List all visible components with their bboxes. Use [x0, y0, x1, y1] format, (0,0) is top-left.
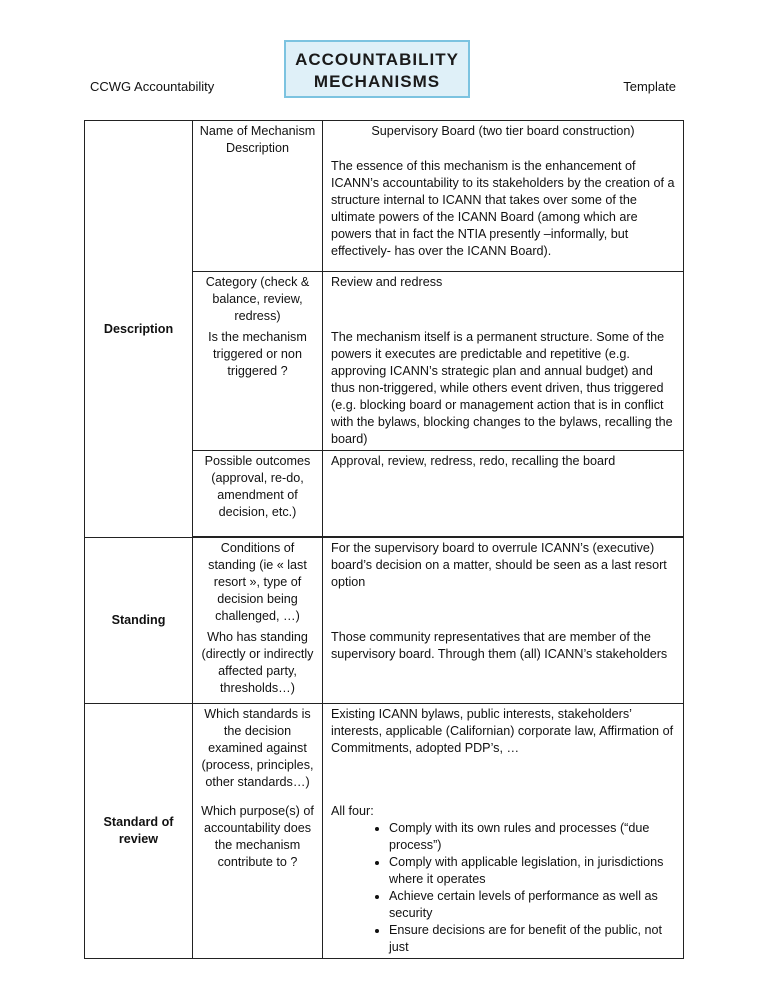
value-description: The essence of this mechanism is the enhancement of ICANN’s accountability to its stakeholders by the creation of a structure internal to ICANN that takes over some of the ultimate powers of the ICANN Board (among which are powers that in fact the NTIA presently –informally, but effectively- has over the ICANN Board). [331, 159, 675, 258]
label-outcomes: Possible outcomes (approval, re-do, amendment of decision, etc.) [193, 451, 323, 537]
value-who-has-standing: Those community representatives that are member of the supervisory board. Through them (all) ICANN’s stakeholders [323, 627, 684, 703]
purpose-intro: All four: [331, 804, 374, 818]
purpose-bullet-list [331, 820, 675, 956]
label-name: Name of Mechanism [199, 124, 316, 138]
label-name-and-description [193, 121, 323, 272]
label-who-has-standing: Who has standing (directly or indirectly affected party, thresholds…) [193, 627, 323, 703]
value-outcomes: Approval, review, redress, redo, recalling the board [323, 451, 684, 537]
label-triggered: Is the mechanism triggered or non triggered ? [193, 327, 323, 451]
value-name: Supervisory Board (two tier board construction) [371, 124, 635, 138]
purpose-bullet: • Comply with its own rules and processes (“due process”) [389, 820, 675, 854]
label-category: Category (check & balance, review, redress) [193, 272, 323, 328]
purpose-bullet: • Comply with applicable legislation, in jurisdictions where it operates [389, 854, 675, 888]
value-category: Review and redress [323, 272, 684, 328]
value-name-and-description [323, 121, 684, 272]
value-triggered: The mechanism itself is a permanent structure. Some of the powers it executes are predictable and repetitive (e.g. approving ICANN’s strategic plan and annual budget) and thus non-triggered, while others event driven, thus triggered (e.g. blocking board or management action that is in conflict with the bylaws, blocking changes to the bylaws, recalling the board) [323, 327, 684, 451]
logo-line-2: MECHANISMS [313, 72, 441, 91]
section-standard-of-review: Standard of review [85, 703, 193, 959]
value-standards: Existing ICANN bylaws, public interests, stakeholders’ interests, applicable (Californian) corporate law, Affirmation of Commitments, adopted PDP’s, … [323, 703, 684, 801]
purpose-bullet: • Achieve certain levels of performance as well as security [389, 888, 675, 922]
label-standards: Which standards is the decision examined against (process, principles, other standards…) [193, 703, 323, 801]
label-description: Description [226, 141, 289, 155]
label-conditions: Conditions of standing (ie « last resort », type of decision being challenged, …) [193, 538, 323, 628]
value-purpose [323, 801, 684, 959]
logo-line-1: ACCOUNTABILITY [295, 50, 459, 69]
header-right-title: Template [623, 79, 676, 94]
label-purpose: Which purpose(s) of accountability does the mechanism contribute to ? [193, 801, 323, 959]
mechanism-template-table [84, 120, 684, 959]
section-description: Description [85, 121, 193, 538]
accountability-mechanisms-logo [284, 40, 470, 98]
value-conditions: For the supervisory board to overrule ICANN’s (executive) board’s decision on a matter, should be seen as a last resort option [323, 538, 684, 628]
section-standing: Standing [85, 538, 193, 704]
header-left-title: CCWG Accountability [90, 79, 215, 94]
purpose-bullet: • Ensure decisions are for benefit of the public, not just [389, 922, 675, 956]
